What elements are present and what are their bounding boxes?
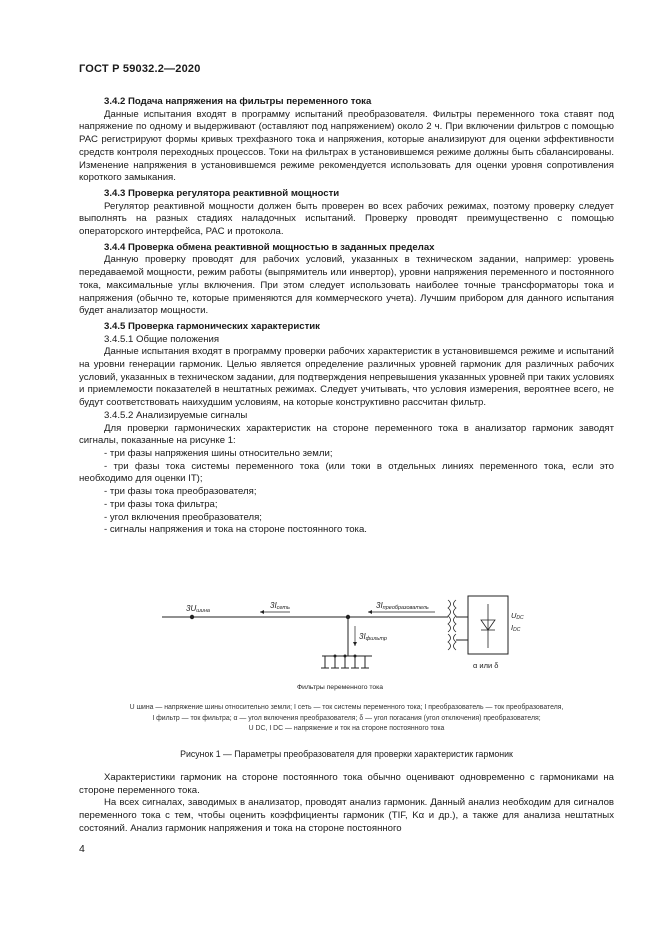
bus-voltage-label: 3Uшина xyxy=(186,604,210,614)
subsection-heading: 3.4.5.2 Анализируемые сигналы xyxy=(104,409,248,421)
angle-label: α или δ xyxy=(473,661,499,670)
list-item: - угол включения преобразователя; xyxy=(104,511,262,523)
page-number: 4 xyxy=(79,843,85,855)
legend-line-3: U DC, I DC — напряжение и ток на стороне постоянного тока xyxy=(248,725,445,732)
paragraph: Для проверки гармонических характеристик на стороне переменного тока в анализатор гармоник заводят сигналы, показанные на рисунке 1: xyxy=(79,422,614,447)
paragraph: Регулятор реактивной мощности должен быть проверен во всех рабочих режимах, поэтому проверку следует выполнять на разных стадиях наладочных испытаний. Проверку проводят преимущественно с помощью операторского интерфейса, РАС и протокола. xyxy=(79,200,614,238)
idc-label: IDC xyxy=(511,623,521,633)
paragraph: Данную проверку проводят для рабочих условий, указанных в техническом задании, например: уровень передаваемой мощности, режим работы (выпрямитель или инвертор), уровни напряжения переменного и постоянного тока, максимальные углы включения. При этом следует использовать наиболее точные трансформаторы тока и напряжения (обычно те, которые применяются для коммерческого учета). Лучшим прибором для данного испытания будет анализатор мощности. xyxy=(79,254,614,317)
filter-current-label: 3Iфильтр xyxy=(359,632,387,642)
net-current-label: 3Iсеть xyxy=(270,601,290,611)
udc-label: UDC xyxy=(511,611,524,621)
converter-diagram xyxy=(150,590,530,695)
filters-label: Фильтры переменного тока xyxy=(297,684,384,691)
legend-line-2: I фильтр — ток фильтра; α — угол включения преобразователя; δ — угол погасания (угол отключения) преобразователя; xyxy=(152,714,541,722)
body-text xyxy=(79,93,614,537)
subsection-heading: 3.4.5.1 Общие положения xyxy=(104,333,220,345)
list-item: - три фазы тока фильтра; xyxy=(104,498,218,510)
figure-caption: Рисунок 1 — Параметры преобразователя для проверки характеристик гармоник xyxy=(180,749,513,759)
paragraph: Характеристики гармоник на стороне постоянного тока обычно оценивают одновременно с гармониками на стороне переменного тока. xyxy=(79,772,614,796)
paragraph: Данные испытания входят в программу испытаний преобразователя. Фильтры переменного тока ставят под напряжение по одному и выдерживают (оставляют под напряжением) около 2 ч. При включении фильтров с помощью РАС регистрируют формы кривых трехфазного тока и напряжения, которые анализируют для оценки эффективности средств контроля переходных процессов. Токи на фильтрах в установившемся режиме должны быть сбалансированы. Изменение напряжения в установившемся режиме рекомендуется использовать для оценки уровня сопротивления короткого замыкания. xyxy=(79,108,614,184)
list-item: - три фазы напряжения шины относительно земли; xyxy=(104,447,333,459)
document-header: ГОСТ Р 59032.2—2020 xyxy=(79,63,201,75)
paragraph: Данные испытания входят в программу проверки рабочих характеристик в установившемся режиме и испытаний на уровни генерации гармоник. Целью является определение различных уровней гармоник для различных рабочих условий, указанных в техническом задании, для подтверждения непревышения указанных уровней при таких условиях и приемлемости показателей в нештатных режимах. Следует учитывать, что условия измерения, вероятнее всего, не будут соответствовать наихудшим условиям, на которые конструктивно рассчитан фильтр. xyxy=(79,346,614,409)
figure-legend xyxy=(79,703,614,735)
list-item: - сигналы напряжения и тока на стороне постоянного тока. xyxy=(104,524,367,536)
section-heading: 3.4.3 Проверка регулятора реактивной мощности xyxy=(104,187,340,199)
section-heading: 3.4.4 Проверка обмена реактивной мощностью в заданных пределах xyxy=(104,241,435,253)
converter-current-label: 3Iпреобразователь xyxy=(376,601,429,611)
legend-line-1: U шина — напряжение шины относительно земли; I сеть — ток системы переменного тока; I преобразователь — ток преобразователя, xyxy=(129,704,564,711)
list-item: - три фазы тока системы переменного тока (или токи в отдельных линиях переменного тока, если это необходимо для оценки IT); xyxy=(79,460,614,485)
section-heading: 3.4.5 Проверка гармонических характеристик xyxy=(104,320,320,332)
list-item: - три фазы тока преобразователя; xyxy=(104,486,257,498)
section-heading: 3.4.2 Подача напряжения на фильтры переменного тока xyxy=(104,96,372,107)
body-text-after xyxy=(79,772,614,836)
paragraph: На всех сигналах, заводимых в анализатор, проводят анализ гармоник. Данный анализ необходим для сигналов переменного тока с тем, чтобы оценить коэффициенты гармоник (TIF, Kα и др.), а также для анализа нештатных состояний. Анализ гармоник напряжения и тока на стороне постоянного xyxy=(79,797,614,834)
